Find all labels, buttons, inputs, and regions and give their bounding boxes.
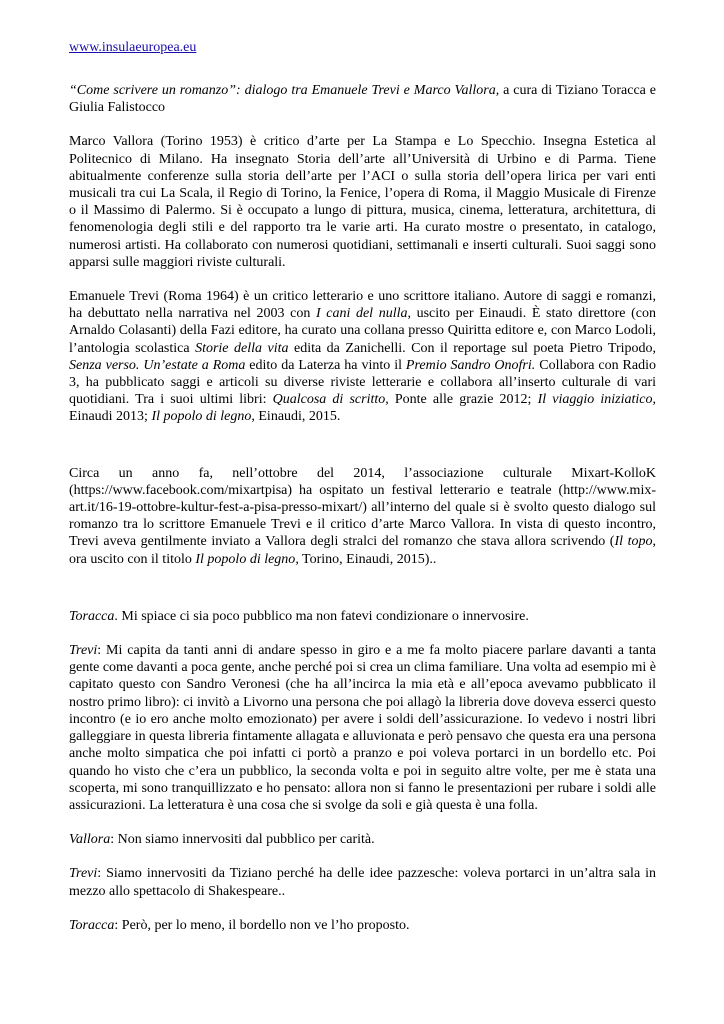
speaker-separator: . (114, 608, 122, 624)
context-text: , Torino, Einaudi, 2015).. (295, 551, 437, 567)
book-title: Il viaggio iniziatico (537, 392, 653, 408)
dialogue-text: Siamo innervositi da Tiziano perché ha delle idee pazzesche: voleva portarci in un’altra sala in mezzo allo spettacolo di Shakespeare.. (69, 866, 657, 899)
dialogue-text: Mi spiace ci sia poco pubblico ma non fatevi condizionare o innervosire. (121, 608, 529, 624)
dialogue-turn (69, 642, 656, 814)
bio-trevi-text: Emanuele Trevi (Roma 1964) è un critico letterario e uno scrittore italiano. Autore di saggi e romanzi, ha debuttato nella narrativa nel 2003 con (69, 289, 656, 322)
document-page (69, 38, 656, 934)
speaker-name: Vallora (69, 832, 111, 848)
dialogue-turn (69, 831, 656, 848)
bio-trevi-text: , Ponte alle grazie 2012; (385, 392, 538, 408)
speaker-name: Toracca (69, 917, 115, 933)
dialogue-turn (69, 608, 656, 625)
dialogue-turn (69, 917, 656, 934)
article-title (69, 82, 656, 116)
site-link[interactable]: www.insulaeuropea.eu (69, 40, 197, 55)
bio-trevi-text: edita da Zanichelli. Con il reportage sul poeta Pietro Tripodo, (288, 340, 656, 356)
speaker-separator: : (110, 832, 118, 848)
bio-trevi-text: Collabora con Radio 3, ha pubblicato saggi e articoli su diverse riviste letterarie e collabora all’inserto culturale di vari quotidiani. Tra i suoi ultimi libri: (69, 357, 656, 408)
bio-trevi (69, 288, 656, 426)
book-title: Qualcosa di scritto (272, 392, 386, 408)
speaker-separator: : (97, 643, 107, 659)
bio-trevi-text: , Einaudi, 2015. (251, 409, 341, 425)
book-title: Il topo (614, 534, 653, 550)
context-paragraph (69, 465, 656, 568)
speaker-name: Toracca (69, 608, 115, 624)
article-title-italic: “Come scrivere un romanzo”: dialogo tra Emanuele Trevi e Marco Vallora (69, 83, 496, 98)
book-title: Il popolo di legno (151, 409, 252, 425)
context-text: , ora uscito con il titolo (69, 534, 656, 567)
dialogue-text: Non siamo innervositi dal pubblico per carità. (117, 832, 375, 848)
context-text: Circa un anno fa, nell’ottobre del 2014, l’associazione culturale Mixart-KolloK (https://www.facebook.com/mixartpisa) ha ospitato un festival letterario e teatrale (http://www.mix-art.it/16-19-ottobre-kultur-fest-a-pisa-presso-mixart/) all’interno del quale si è svolto questo dialogo sul romanzo tra lo scrittore Emanuele Trevi e il critico d’arte Marco Vallora. In vista di questo incontro, Trevi aveva gentilmente inviato a Vallora degli stralci del romanzo che stava allora scrivendo ( (69, 465, 656, 550)
dialogue-turn (69, 865, 656, 899)
speaker-name: Trevi (69, 643, 98, 659)
dialogue-text: Però, per lo meno, il bordello non ve l’ho proposto. (121, 917, 410, 933)
bio-vallora: Marco Vallora (Torino 1953) è critico d’arte per La Stampa e Lo Specchio. Insegna Estetica al Politecnico di Milano. Ha insegnato Storia dell’arte all’Università di Urbino e di Parma. Tiene abitualmente conferenze sulla storia dell’arte per l’ACI o sulla storia dell’opera lirica per vari enti musicali tra cui La Scala, il Regio di Torino, la Fenice, l’opera di Roma, il Maggio Musicale di Firenze o il Massimo di Palermo. Si è occupato a lungo di pittura, musica, cinema, letteratura, architettura, di fenomenologia degli stili e del rapporto tra le varie arti. Ha curato mostre o presentato, in catalogo, numerosi artisti. Ha collaborato con numerosi quotidiani, settimanali e inserti culturali. Suoi saggi sono apparsi sulle maggiori riviste culturali. (69, 134, 656, 270)
bio-trevi-text: edito da Laterza ha vinto il (245, 357, 406, 373)
book-title: Storie della vita (195, 340, 289, 356)
book-title: Senza verso. Un’estate a Roma (69, 357, 246, 373)
speaker-name: Trevi (69, 866, 98, 882)
bio-trevi-text: , Einaudi 2013; (69, 392, 656, 425)
bio-trevi-text: , uscito per Einaudi. È stato direttore (con Arnaldo Colasanti) della Fazi editore, ha curato una collana presso Quiritta editore e, con Marco Lodoli, l’antologia scolastica (69, 306, 656, 356)
speaker-separator: : (97, 866, 107, 882)
speaker-separator: : (114, 917, 122, 933)
dialogue-text: Mi capita da tanti anni di andare spesso in giro e a me fa molto piacere parlare davanti a tanta gente come davanti a poca gente, anche perché poi si crea un clima familiare. Una volta ad esempio mi è capitato questo con Sandro Veronesi (che ha all’incirca la mia età e all’epoca avevamo pubblicato il nostro primo libro): ci invitò a Livorno una persona che poi allagò la libreria dove doveva esserci questo incontro (e io ero anche molto emozionato) per avere i soldi dell’assicurazione. Io vedevo i nostri libri galleggiare in questa libreria fintamente allagata e alluvionata e però pensavo che questa era una persona anche molto simpatica che poi infatti ci portò a pranzo e poi voleva portarci in un bordello etc. Poi quando ho visto che c’era un pubblico, la seconda volta e poi in seguito altre volte, per me è stata una scoperta, mi sono tranquillizzato e ho pensato: allora non si fanno le presentazioni per rubare i soldi alle assicurazioni. La letteratura è una cosa che si svolge da soli e già questa è una folla. (69, 643, 656, 813)
book-title: I cani del nulla (315, 306, 408, 322)
article-title-curators: , a cura di Tiziano Toracca e Giulia Falistocco (69, 83, 656, 116)
prize-title: Premio Sandro Onofri. (405, 357, 536, 373)
book-title: Il popolo di legno (195, 551, 296, 567)
